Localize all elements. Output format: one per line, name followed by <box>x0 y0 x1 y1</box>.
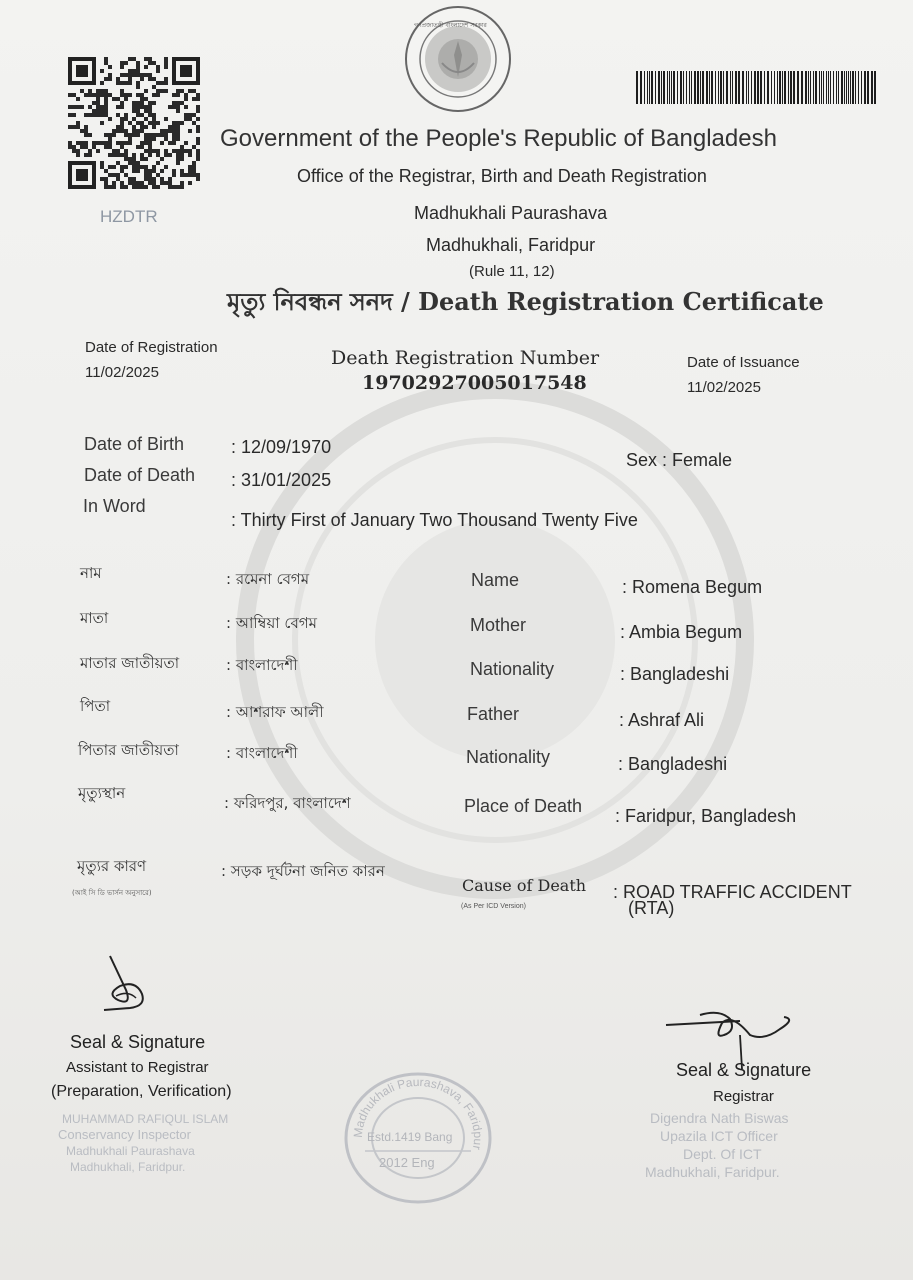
in-word-value: : Thirty First of January Two Thousand Twenty Five <box>231 510 638 530</box>
cause-of-death-label: Cause of Death <box>462 876 587 895</box>
certificate-title: মৃত্যু নিবন্ধন সনদ / Death Registration Certificate <box>227 287 824 316</box>
mother-nationality-label: Nationality <box>470 659 555 679</box>
father-nationality-bn-value: : বাংলাদেশী <box>226 744 298 762</box>
place-bn-value: : ফরিদপুর, বাংলাদেশ <box>224 794 351 812</box>
location-name: Madhukhali, Faridpur <box>426 235 596 255</box>
mother-nationality-bn-value: : বাংলাদেশী <box>226 656 298 674</box>
date-of-issuance-label: Date of Issuance <box>687 354 800 371</box>
qr-code <box>68 57 200 189</box>
left-signature-scribble <box>96 950 166 1020</box>
in-word-label: In Word <box>83 496 146 516</box>
cause-of-death-value-line2: (RTA) <box>628 898 675 918</box>
father-nationality-label: Nationality <box>466 747 551 767</box>
date-of-registration-value: 11/02/2025 <box>85 364 159 381</box>
cause-bn-label: মৃত্যুর কারণ <box>77 857 147 875</box>
father-bn-label: পিতা <box>80 697 111 715</box>
assistant-registrar-label: Assistant to Registrar <box>66 1059 209 1076</box>
paurashava-name: Madhukhali Paurashava <box>414 203 608 223</box>
left-seal-signature-label: Seal & Signature <box>70 1032 206 1052</box>
date-of-issuance-value: 11/02/2025 <box>687 379 761 396</box>
date-of-birth-label: Date of Birth <box>84 434 185 454</box>
name-label: Name <box>471 570 520 590</box>
father-nationality-bn-label: পিতার জাতীয়তা <box>78 741 179 759</box>
date-of-death-value: : 31/01/2025 <box>231 470 332 490</box>
date-of-death-label: Date of Death <box>84 465 196 485</box>
right-stamp-line1: Digendra Nath Biswas <box>650 1110 789 1126</box>
father-value: : Ashraf Ali <box>619 710 705 730</box>
name-bn-value: : রমেনা বেগম <box>226 570 310 588</box>
right-stamp-line2: Upazila ICT Officer <box>660 1128 778 1144</box>
place-of-death-label: Place of Death <box>464 796 583 816</box>
right-stamp-line4: Madhukhali, Faridpur. <box>645 1164 780 1180</box>
name-bn-label: নাম <box>80 564 102 582</box>
seal-estd-text: Estd.1419 Bang <box>367 1130 453 1144</box>
mother-nationality-value: : Bangladeshi <box>620 664 730 684</box>
registration-number-value: 19702927005017548 <box>362 372 587 394</box>
mother-nationality-bn-label: মাতার জাতীয়তা <box>80 654 180 672</box>
left-stamp-line1: MUHAMMAD RAFIQUL ISLAM <box>62 1112 229 1126</box>
right-stamp-line3: Dept. Of ICT <box>683 1146 762 1162</box>
place-bn-label: মৃত্যুস্থান <box>78 784 126 802</box>
mother-label: Mother <box>470 615 527 635</box>
sex-value: Sex : Female <box>626 450 733 470</box>
father-nationality-value: : Bangladeshi <box>618 754 728 774</box>
mother-bn-value: : আম্বিয়া বেগম <box>226 614 317 632</box>
cause-bn-value: : সড়ক দূর্ঘটনা জনিত কারন <box>221 862 385 880</box>
qr-caption: HZDTR <box>100 207 158 226</box>
left-stamp-line2: Conservancy Inspector <box>58 1127 191 1142</box>
cause-of-death-note: (As Per ICD Version) <box>461 903 526 910</box>
paurashava-seal <box>343 1071 493 1206</box>
cause-bn-note: (আই সি ডি ভার্সন অনুসারে) <box>72 889 152 897</box>
right-seal-signature-label: Seal & Signature <box>676 1060 812 1080</box>
date-of-birth-value: : 12/09/1970 <box>231 437 332 457</box>
left-stamp-line4: Madhukhali, Faridpur. <box>70 1160 186 1174</box>
cause-of-death-value-line1: : ROAD TRAFFIC ACCIDENT <box>613 882 852 902</box>
barcode <box>636 71 878 104</box>
place-of-death-value: : Faridpur, Bangladesh <box>615 806 797 826</box>
registration-number-label: Death Registration Number <box>331 347 600 369</box>
preparation-verification-label: (Preparation, Verification) <box>51 1083 232 1100</box>
seal-ring-text: Madhukhali Paurashava, Faridpur <box>350 1074 486 1151</box>
left-stamp-line3: Madhukhali Paurashava <box>66 1144 195 1158</box>
date-of-registration-label: Date of Registration <box>85 339 218 356</box>
father-bn-value: : আশরাফ আলী <box>226 703 324 721</box>
rule-reference: (Rule 11, 12) <box>469 263 555 280</box>
seal-year-text: 2012 Eng <box>379 1155 435 1170</box>
name-value: : Romena Begum <box>622 577 763 597</box>
government-title: Government of the People's Republic of Bangladesh <box>220 125 777 152</box>
mother-bn-label: মাতা <box>80 609 109 627</box>
registrar-label: Registrar <box>713 1088 774 1105</box>
emblem-text: গণপ্রজাতন্ত্রী বাংলাদেশ সরকার <box>414 22 487 29</box>
office-name: Office of the Registrar, Birth and Death Registration <box>297 166 707 186</box>
father-label: Father <box>467 704 520 724</box>
mother-value: : Ambia Begum <box>620 622 743 642</box>
